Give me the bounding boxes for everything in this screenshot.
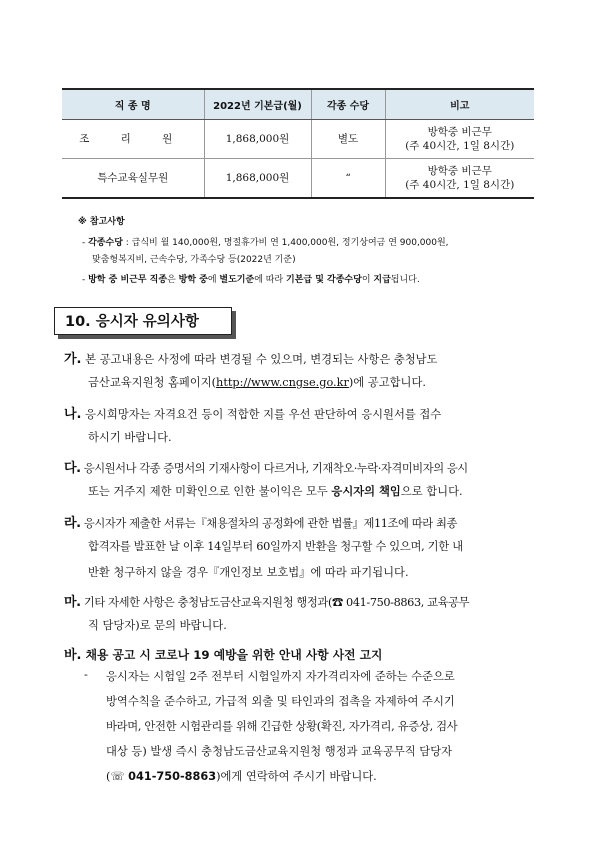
item-text: )에게 연락하여 주시기 바랍니다.: [216, 770, 377, 783]
note-text: 이: [361, 275, 374, 285]
note-bold: 지급: [373, 275, 391, 285]
table-row: [62, 120, 534, 159]
note-item-allowances-cont: 맞춤형복지비, 근속수당, 가족수당 등(2022년 기준): [92, 255, 296, 265]
item-text: (☏: [106, 770, 129, 783]
item-text: )에 공고합니다.: [348, 376, 426, 389]
cell-allowance: “: [311, 159, 385, 199]
item-ba-line3: 바라며, 안전한 시험관리를 위해 긴급한 상황(확진, 자가격리, 유증상, 검사: [106, 720, 458, 733]
item-marker: 가.: [64, 352, 82, 367]
item-ma-line2: 직 담당자)로 문의 바랍니다.: [88, 619, 227, 632]
note-bold: 방학 중: [178, 275, 208, 285]
item-ma-line1: [64, 591, 469, 610]
item-na-line1: [64, 403, 441, 422]
section-title: 10. 응시자 유의사항: [54, 307, 232, 335]
header-job: 직 종 명: [62, 89, 204, 120]
item-text: 응시원서나 각종 증명서의 기재사항이 다르거나, 기재착오·누락·자격미비자의 응시: [80, 462, 468, 475]
item-ba-dash: -: [84, 668, 88, 681]
item-ba-line4: 대상 등) 발생 즉시 충청남도금산교육지원청 행정과 교육공무직 담당자: [106, 745, 453, 758]
note-bold: 기본급 및 각종수당: [286, 275, 362, 285]
item-marker: 나.: [64, 407, 82, 422]
note-text: : 급식비 월 140,000원, 명절휴가비 연 1,400,000원, 정기상여금 연 900,000원,: [122, 238, 449, 248]
cell-job: 조 리 원: [62, 120, 204, 159]
note-text: 됩니다.: [390, 275, 420, 285]
item-title-text: 채용 공고 시 코로나 19 예방을 위한 안내 사항 사전 고지: [81, 648, 383, 662]
note-dash: -: [82, 238, 89, 248]
note-bold: 각종수당: [88, 238, 123, 248]
cell-note: [385, 159, 534, 199]
note-text: 에 따라: [254, 275, 286, 285]
cell-note-line1: 방학중 비근무: [427, 165, 492, 177]
salary-table: [62, 88, 534, 199]
notes-heading: ※ 참고사항: [78, 217, 125, 227]
table-row: [62, 159, 534, 199]
cell-note: [385, 120, 534, 159]
item-text: 응시자가 제출한 서류는『채용절차의 공정화에 관한 법률』제11조에 따라 최종: [80, 517, 457, 530]
item-na-line2: 하시기 바랍니다.: [88, 431, 172, 444]
cell-pay: 1,868,000원: [204, 120, 311, 159]
header-pay: 2022년 기본급(월): [204, 89, 311, 120]
item-emphasis: 041-750-8863: [128, 770, 217, 783]
header-allowance: 각종 수당: [311, 89, 385, 120]
item-ga-line2: [88, 374, 426, 390]
item-ra-line3: 반환 청구하지 않을 경우『개인정보 보호법』에 따라 파기됩니다.: [88, 566, 409, 579]
item-ba-title: [64, 644, 382, 663]
table-header-row: [62, 89, 534, 120]
item-emphasis: 응시자의 책임: [331, 485, 401, 498]
cell-allowance: 별도: [311, 120, 385, 159]
item-text: 본 공고내용은 사정에 따라 변경될 수 있으며, 변경되는 사항은 충청남도: [81, 353, 438, 366]
item-text: 기타 자세한 사항은 충청남도금산교육지원청 행정과(☎ 041-750-8863, 교육공무: [80, 596, 470, 609]
note-item-vacation: [82, 272, 420, 285]
item-da-line1: [64, 457, 468, 476]
item-marker: 라.: [64, 516, 81, 531]
note-text: 은: [167, 275, 179, 285]
item-ga-line1: [64, 348, 437, 367]
note-bold: 별도기준: [219, 275, 255, 285]
item-text: 금산교육지원청 홈페이지(: [88, 376, 217, 389]
header-note: 비고: [385, 89, 534, 120]
item-ba-line2: 방역수칙을 준수하고, 가급적 외출 및 타인과의 접촉을 자제하여 주시기: [106, 695, 455, 708]
item-text: 으로 합니다.: [400, 485, 463, 498]
item-ba-line1: 응시자는 시험일 2주 전부터 시험일까지 자가격리자에 준하는 수준으로: [106, 670, 455, 683]
cell-note-line1: 방학중 비근무: [427, 126, 492, 138]
item-da-line2: [88, 483, 463, 499]
item-ra-line1: [64, 512, 457, 531]
item-marker: 마.: [64, 595, 81, 610]
item-text: 응시희망자는 자격요건 등이 적합한 지를 우선 판단하여 응시원서를 접수: [81, 408, 442, 421]
item-marker: 바.: [64, 648, 82, 663]
item-ba-line5: [106, 768, 377, 784]
note-bold: 방학 중 비근무 직종: [88, 275, 168, 285]
item-ra-line2: 합격자를 발표한 날 이후 14일부터 60일까지 반환을 청구할 수 있으며, 기한 내: [88, 540, 463, 553]
item-marker: 다.: [64, 461, 81, 476]
cell-job: 특수교육실무원: [62, 159, 204, 199]
note-text: 에: [207, 275, 220, 285]
item-text: 또는 거주지 제한 미확인으로 인한 불이익은 모두: [88, 485, 332, 498]
cell-note-line2: (주 40시간, 1일 8시간): [405, 179, 515, 191]
cell-note-line2: (주 40시간, 1일 8시간): [405, 140, 515, 152]
homepage-link[interactable]: http://www.cngse.go.kr: [216, 376, 349, 389]
note-dash: -: [82, 275, 89, 285]
cell-pay: 1,868,000원: [204, 159, 311, 199]
note-item-allowances: [82, 235, 449, 248]
